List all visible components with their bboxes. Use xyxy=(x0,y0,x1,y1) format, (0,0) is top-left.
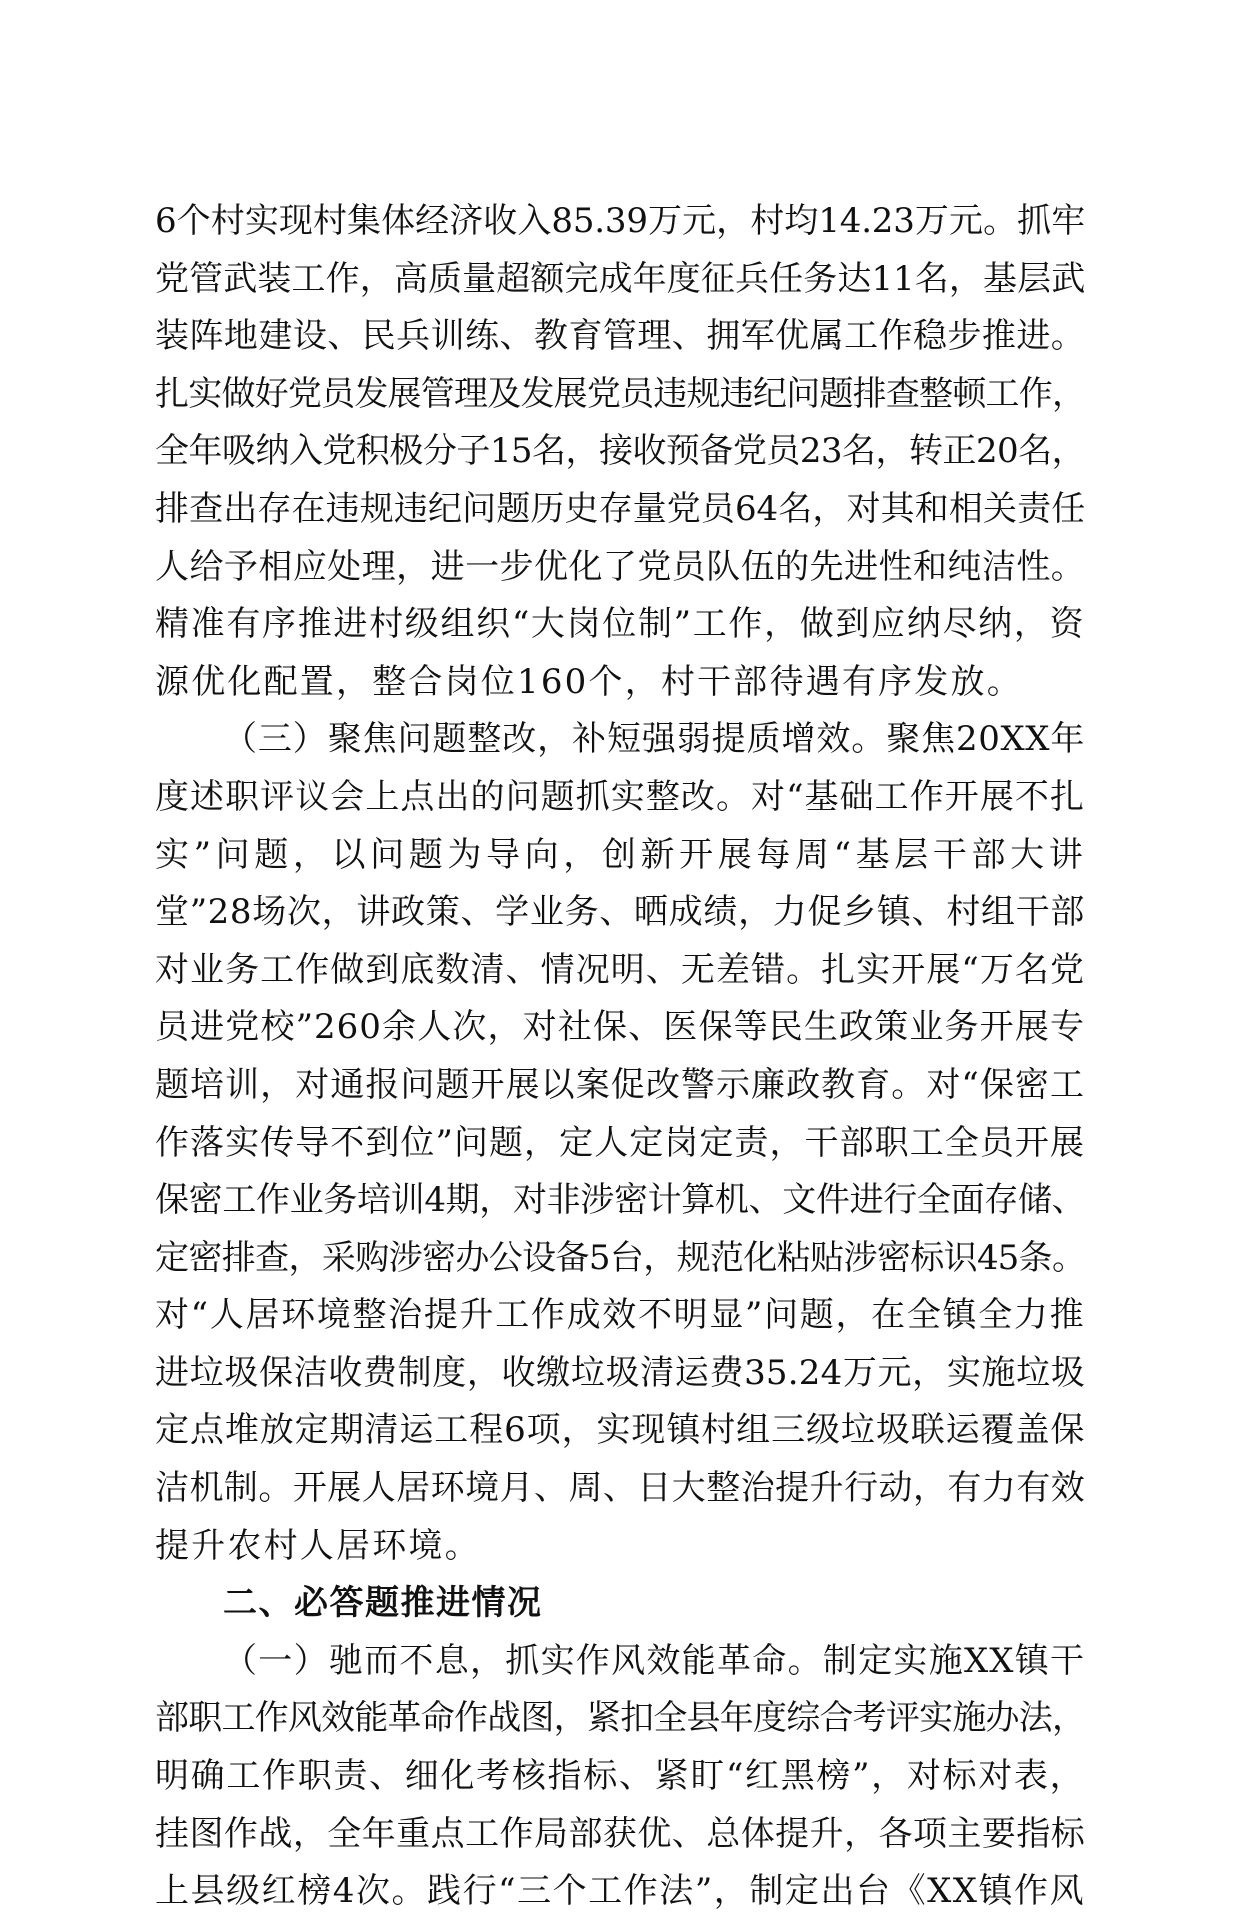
body-line: 度述职评议会上点出的问题抓实整改。对“基础工作开展不扎 xyxy=(155,776,1085,817)
body-line: 题培训，对通报问题开展以案促改警示廉政教育。对“保密工 xyxy=(155,1064,1085,1105)
paragraph-start-line: （三）聚焦问题整改，补短强弱提质增效。聚焦20XX年 xyxy=(223,719,1085,760)
section-heading: 二、必答题推进情况 xyxy=(223,1583,543,1624)
body-line: 挂图作战，全年重点工作局部获优、总体提升，各项主要指标 xyxy=(155,1813,1085,1854)
body-line: 党管武装工作，高质量超额完成年度征兵任务达11名，基层武 xyxy=(155,258,1085,299)
body-line: 装阵地建设、民兵训练、教育管理、拥军优属工作稳步推进。 xyxy=(155,316,1085,357)
body-line: 作落实传导不到位”问题，定人定岗定责，干部职工全员开展 xyxy=(155,1122,1085,1163)
body-line: 源优化配置，整合岗位160个，村干部待遇有序发放。 xyxy=(155,661,1023,702)
body-line: 全年吸纳入党积极分子15名，接收预备党员23名，转正20名， xyxy=(155,431,1085,472)
body-line: 堂”28场次，讲政策、学业务、晒成绩，力促乡镇、村组干部 xyxy=(155,892,1085,933)
paragraph-start-line: （一）驰而不息，抓实作风效能革命。制定实施XX镇干 xyxy=(223,1640,1085,1681)
body-line: 提升农村人居环境。 xyxy=(155,1525,481,1566)
body-line: 对“人居环境整治提升工作成效不明显”问题，在全镇全力推 xyxy=(155,1295,1085,1336)
body-line: 洁机制。开展人居环境月、周、日大整治提升行动，有力有效 xyxy=(155,1468,1085,1509)
body-line: 精准有序推进村级组织“大岗位制”工作，做到应纳尽纳，资 xyxy=(155,604,1085,645)
document-body xyxy=(155,193,1085,1921)
body-line: 6个村实现村集体经济收入85.39万元，村均14.23万元。抓牢 xyxy=(155,201,1085,241)
body-line: 扎实做好党员发展管理及发展党员违规违纪问题排查整顿工作， xyxy=(155,373,1085,414)
body-line: 人给予相应处理，进一步优化了党员队伍的先进性和纯洁性。 xyxy=(155,546,1085,587)
body-line: 进垃圾保洁收费制度，收缴垃圾清运费35.24万元，实施垃圾 xyxy=(155,1352,1085,1393)
body-line: 明确工作职责、细化考核指标、紧盯“红黑榜”，对标对表， xyxy=(155,1756,1085,1797)
body-line: 部职工作风效能革命作战图，紧扣全县年度综合考评实施办法， xyxy=(155,1698,1085,1739)
body-line: 对业务工作做到底数清、情况明、无差错。扎实开展“万名党 xyxy=(155,949,1085,990)
body-line: 定密排查，采购涉密办公设备5台，规范化粘贴涉密标识45条。 xyxy=(155,1237,1085,1278)
body-line: 定点堆放定期清运工程6项，实现镇村组三级垃圾联运覆盖保 xyxy=(155,1410,1085,1451)
body-line: 排查出存在违规违纪问题历史存量党员64名，对其和相关责任 xyxy=(155,488,1085,529)
body-line: 员进党校”260余人次，对社保、医保等民生政策业务开展专 xyxy=(155,1007,1085,1048)
body-line: 实”问题，以问题为导向，创新开展每周“基层干部大讲 xyxy=(155,834,1085,875)
body-line: 上县级红榜4次。践行“三个工作法”，制定出台《XX镇作风 xyxy=(155,1871,1085,1912)
body-line: 保密工作业务培训4期，对非涉密计算机、文件进行全面存储、 xyxy=(155,1180,1085,1221)
